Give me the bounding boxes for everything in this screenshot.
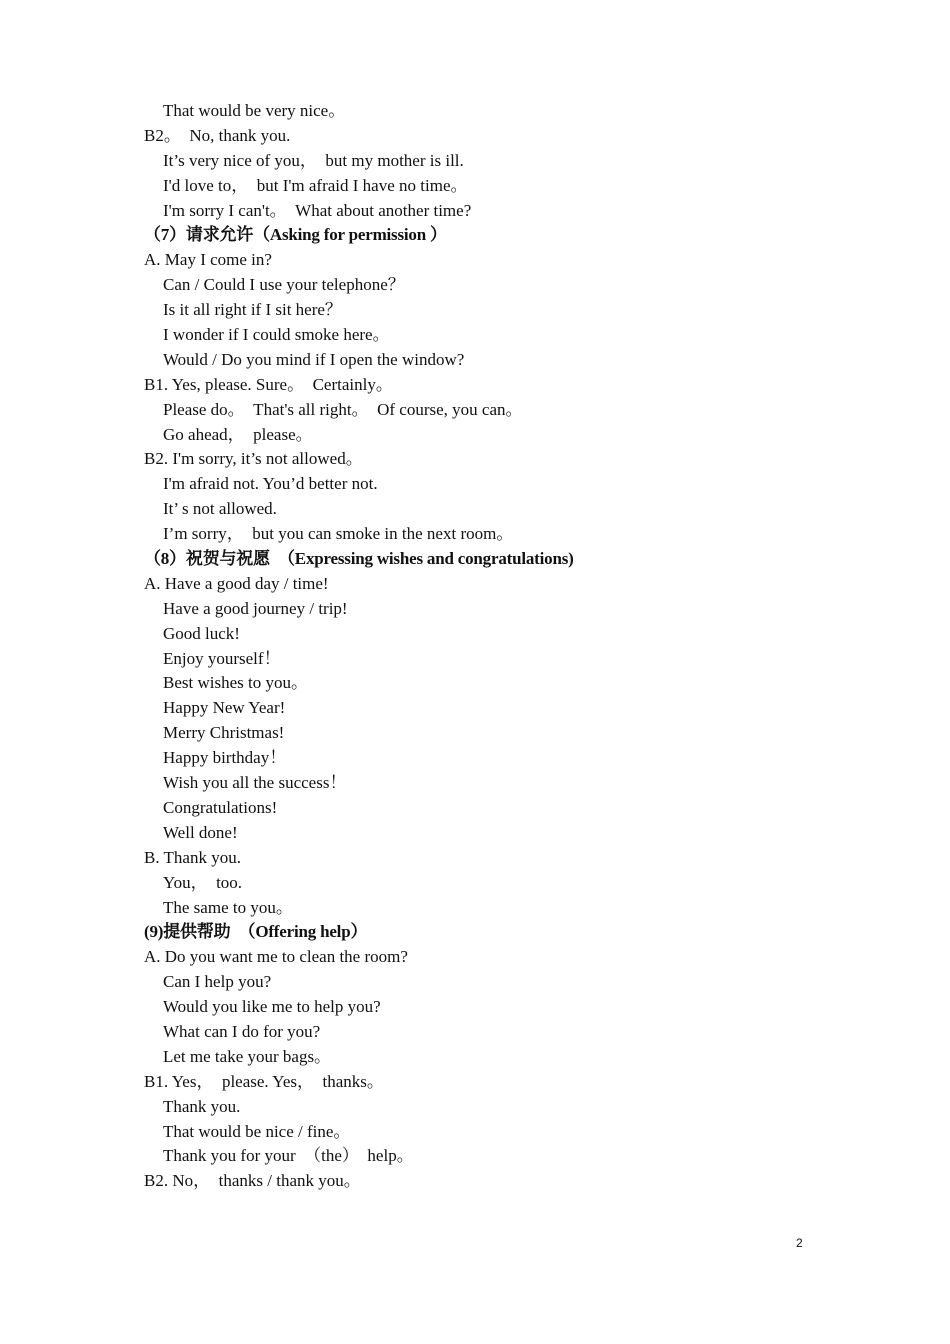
phrase-line: Wish you all the success！ <box>163 773 347 793</box>
phrase-line: Enjoy yourself！ <box>163 648 281 668</box>
phrase-line: It’s very nice of you， but my mother is ill. <box>163 150 464 170</box>
phrase-line: The same to you。 <box>163 897 293 917</box>
response-label-line: A. Have a good day / time! <box>144 573 329 593</box>
phrase-line: What can I do for you? <box>163 1021 321 1041</box>
phrase-line: Would / Do you mind if I open the window? <box>163 349 465 369</box>
response-label-line: B. Thank you. <box>144 847 241 867</box>
page-number: 2 <box>796 1236 803 1250</box>
phrase-line: I’m sorry， but you can smoke in the next room。 <box>163 524 514 544</box>
phrase-line: That would be very nice。 <box>163 101 346 120</box>
document-body <box>144 99 844 1194</box>
phrase-line: I'd love to， but I'm afraid I have no time。 <box>163 175 468 195</box>
phrase-line: Can / Could I use your telephone？ <box>163 275 405 295</box>
phrase-line: Let me take your bags。 <box>163 1046 332 1066</box>
phrase-line: I'm sorry I can't。 What about another time? <box>163 200 472 220</box>
section-heading: (9)提供帮助 （Offering help） <box>144 922 368 942</box>
section-heading: （8）祝贺与祝愿 （Expressing wishes and congratulations) <box>144 549 574 569</box>
phrase-line: Good luck! <box>163 623 240 643</box>
response-label-line: A. May I come in? <box>144 250 272 270</box>
phrase-line: Would you like me to help you? <box>163 997 381 1017</box>
phrase-line: Can I help you? <box>163 972 272 992</box>
phrase-line: Happy New Year! <box>163 698 286 718</box>
phrase-line: It’ s not allowed. <box>163 499 277 519</box>
phrase-line: Thank you for your （the） help。 <box>163 1146 414 1166</box>
phrase-line: You， too. <box>163 872 243 892</box>
phrase-line: Well done! <box>163 822 238 842</box>
response-label-line: B1. Yes， please. Yes， thanks。 <box>144 1071 384 1091</box>
phrase-line: I wonder if I could smoke here。 <box>163 325 390 345</box>
phrase-line: I'm afraid not. You’d better not. <box>163 474 378 494</box>
phrase-line: Have a good journey / trip! <box>163 598 348 618</box>
phrase-line: Happy birthday！ <box>163 748 287 768</box>
response-label-line: B1. Yes, please. Sure。 Certainly。 <box>144 374 393 394</box>
phrase-line: Thank you. <box>163 1096 241 1116</box>
phrase-line: Is it all right if I sit here？ <box>163 300 342 320</box>
phrase-line: Best wishes to you。 <box>163 673 308 693</box>
section-heading: （7）请求允许（Asking for permission ） <box>144 225 447 245</box>
phrase-line: Please do。 That's all right。 Of course, you can。 <box>163 399 523 419</box>
response-label-line: B2. I'm sorry, it’s not allowed。 <box>144 449 363 469</box>
response-label-line: B2。 No, thank you. <box>144 125 291 145</box>
phrase-line: Merry Christmas! <box>163 723 285 743</box>
response-label-line: A. Do you want me to clean the room? <box>144 947 408 967</box>
phrase-line: That would be nice / fine。 <box>163 1121 351 1141</box>
response-label-line: B2. No， thanks / thank you。 <box>144 1171 361 1191</box>
phrase-line: Go ahead， please。 <box>163 424 313 444</box>
phrase-line: Congratulations! <box>163 797 278 817</box>
